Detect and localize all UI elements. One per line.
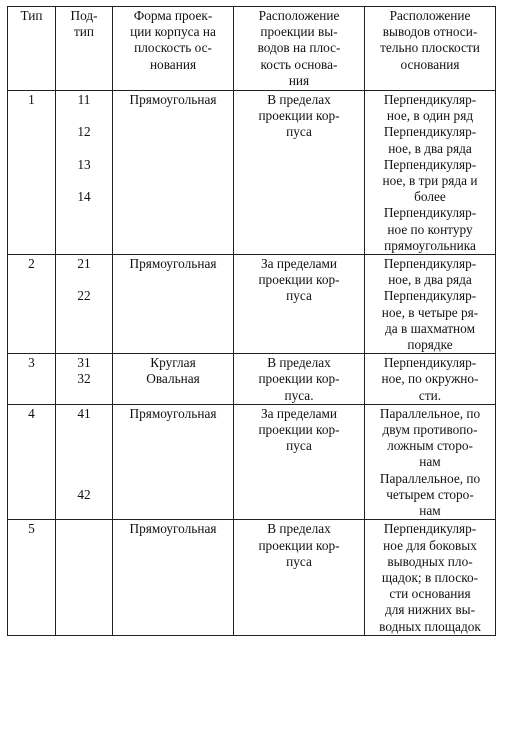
orientation-value: Перпендикуляр- ное, по окружно- сти. — [381, 355, 479, 403]
shape-cell: Прямоугольная — [113, 520, 234, 635]
subtype-value: 22 — [77, 288, 91, 304]
subtype-cell — [56, 354, 113, 405]
orientation-value: Перпендикуляр- ное для боковых выводных пло- щадок; в плоско- сти основания для нижних вы- водных площадок — [379, 521, 481, 634]
location-cell: В пределах проекции кор- пуса — [234, 520, 365, 635]
orientation-value: Перпендикуляр- ное по контуру прямоугольника — [383, 205, 477, 253]
location-cell: В пределах проекции кор- пуса. — [234, 354, 365, 405]
table-header-row — [8, 7, 496, 91]
subtype-value: 31 — [77, 355, 91, 371]
subtype-value: 42 — [77, 486, 91, 502]
header-subtype: Под- тип — [56, 7, 113, 91]
orientation-value: Перпендикуляр- ное, в один ряд — [383, 92, 477, 124]
subtype-value: 12 — [77, 124, 91, 140]
orientation-value: Параллельное, по двум противопо- ложным сторо- нам — [379, 405, 481, 470]
location-cell: За пределами проекции кор- пуса — [234, 404, 365, 519]
orientation-value: Перпендикуляр- ное, в три ряда и более — [382, 156, 478, 205]
orientation-value: Параллельное, по четырем сторо- нам — [379, 470, 481, 519]
orientation-cell — [365, 255, 496, 354]
orientation-value: Перпендикуляр- ное, в два ряда — [383, 124, 477, 156]
type-cell: 1 — [8, 91, 56, 255]
type-cell: 3 — [8, 354, 56, 405]
subtype-value: 14 — [77, 189, 91, 205]
subtype-cell — [56, 404, 113, 519]
header-orientation: Расположение выводов относи- тельно плоскости основания — [365, 7, 496, 91]
location-cell: За пределами проекции кор- пуса — [234, 255, 365, 354]
subtype-value: 13 — [77, 156, 91, 172]
subtype-value: 11 — [77, 92, 91, 108]
type-cell: 5 — [8, 520, 56, 635]
orientation-cell — [365, 404, 496, 519]
orientation-cell — [365, 354, 496, 405]
orientation-value: Перпендикуляр- ное, в два ряда — [383, 256, 477, 288]
orientation-cell — [365, 520, 496, 635]
package-classification-table — [7, 6, 496, 636]
subtype-cell — [56, 520, 113, 635]
header-type: Тип — [8, 7, 56, 91]
type-cell: 2 — [8, 255, 56, 354]
shape-cell: Круглая Овальная — [113, 354, 234, 405]
subtype-cell — [56, 91, 113, 255]
orientation-value: Перпендикуляр- ное, в четыре ря- да в шахматном порядке — [381, 288, 479, 353]
table-row — [8, 520, 496, 635]
header-shape: Форма проек- ции корпуса на плоскость ос- нования — [113, 7, 234, 91]
shape-cell: Прямоугольная — [113, 91, 234, 255]
subtype-value: 41 — [77, 405, 91, 421]
type-cell: 4 — [8, 404, 56, 519]
table-row — [8, 255, 496, 354]
subtype-cell — [56, 255, 113, 354]
shape-cell: Прямоугольная — [113, 404, 234, 519]
shape-cell: Прямоугольная — [113, 255, 234, 354]
subtype-value: 32 — [77, 371, 91, 387]
subtype-value: 21 — [77, 256, 91, 272]
table-row — [8, 354, 496, 405]
table-row — [8, 404, 496, 519]
orientation-cell — [365, 91, 496, 255]
table-row — [8, 91, 496, 255]
header-location: Расположение проекции вы- водов на плос- кость основа- ния — [234, 7, 365, 91]
location-cell: В пределах проекции кор- пуса — [234, 91, 365, 255]
